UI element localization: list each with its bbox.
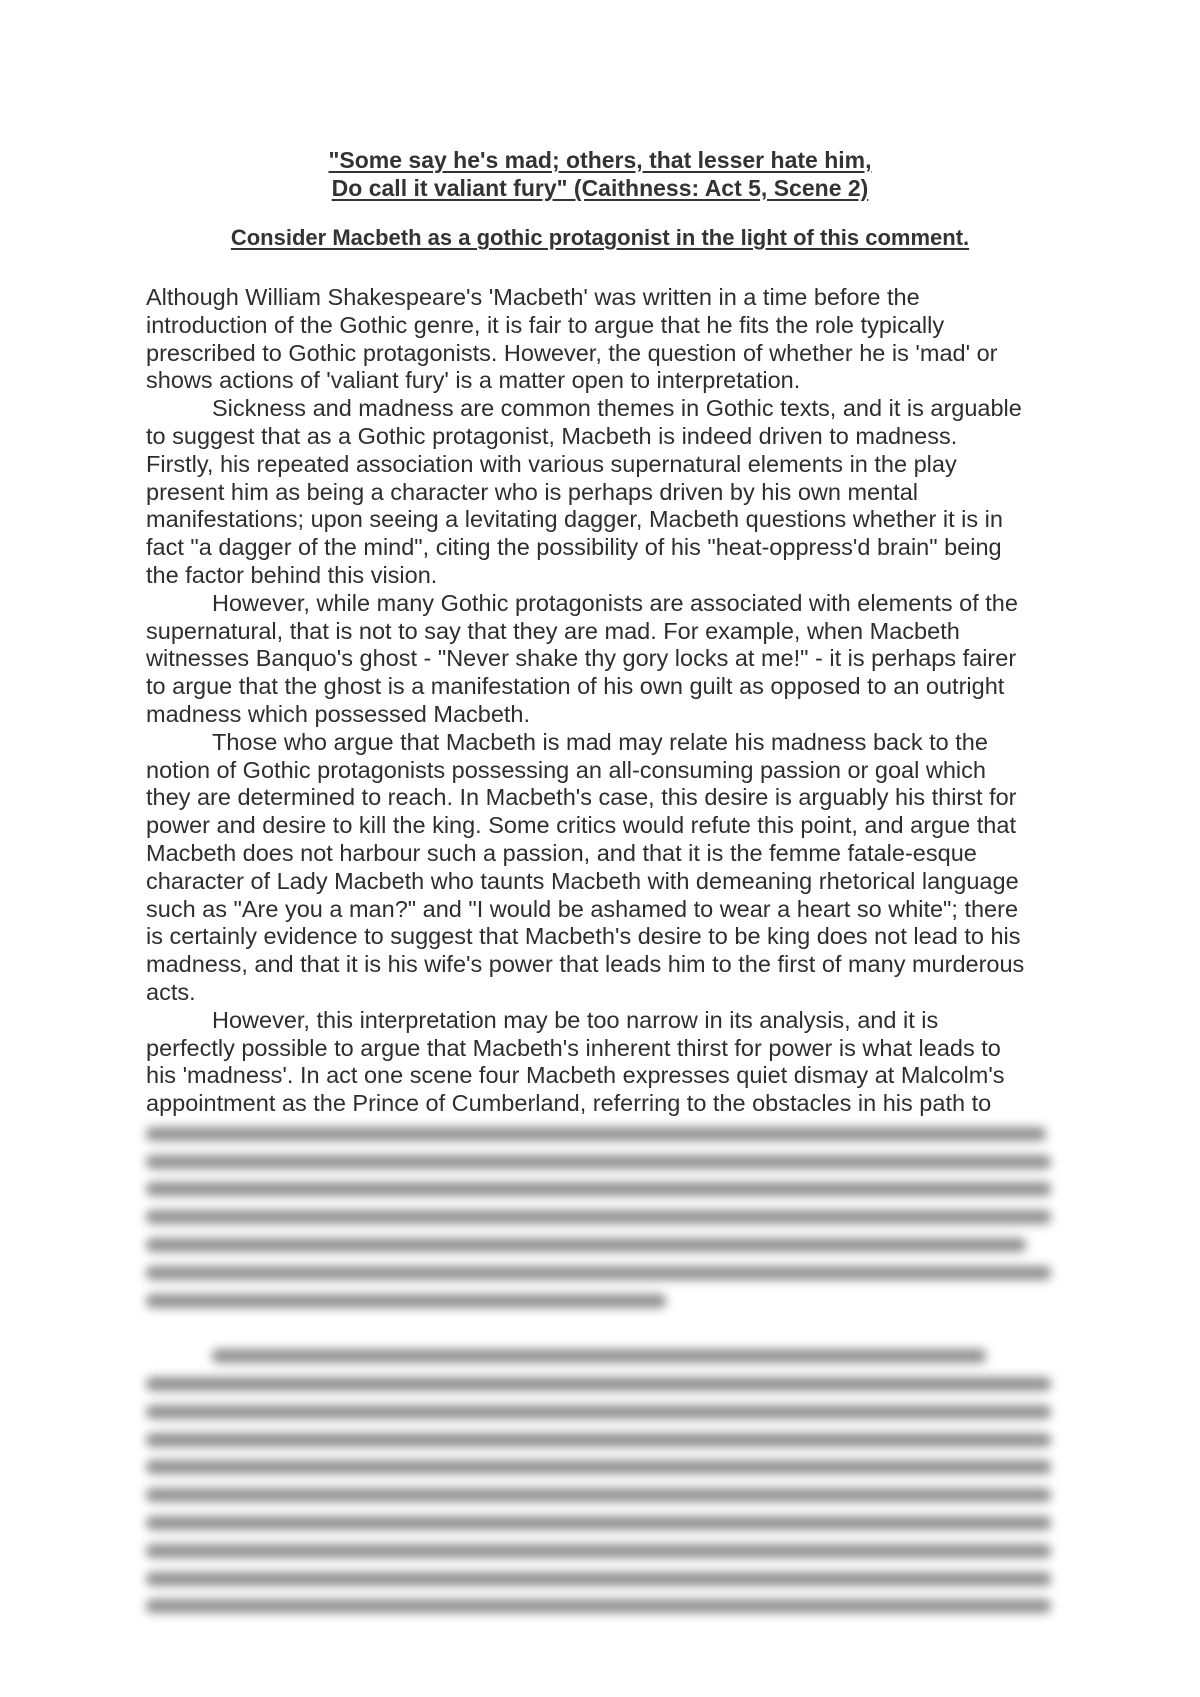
title-line-2: Do call it valiant fury" (Caithness: Act 5, Scene 2) bbox=[331, 175, 869, 201]
blurred-line bbox=[146, 1509, 1066, 1537]
blurred-line bbox=[146, 1481, 1066, 1509]
essay-line: the factor behind this vision. bbox=[146, 561, 438, 588]
blurred-line bbox=[146, 1593, 1066, 1621]
essay-line: madness which possessed Macbeth. bbox=[146, 700, 531, 727]
essay-line: such as "Are you a man?" and "I would be ashamed to wear a heart so white"; there bbox=[146, 895, 1019, 922]
blurred-line bbox=[146, 1203, 1066, 1231]
essay-line: However, while many Gothic protagonists are associated with elements of the bbox=[212, 589, 1018, 616]
blurred-line bbox=[146, 1398, 1066, 1426]
essay-line: fact "a dagger of the mind", citing the possibility of his "heat-oppress'd brain" being bbox=[146, 534, 1002, 561]
essay-line: perfectly possible to argue that Macbeth's inherent thirst for power is what leads to bbox=[146, 1034, 1001, 1061]
essay-line: witnesses Banquo's ghost - "Never shake thy gory locks at me!" - it is perhaps fairer bbox=[146, 645, 1017, 672]
essay-line: to suggest that as a Gothic protagonist, Macbeth is indeed driven to madness. bbox=[146, 422, 958, 449]
essay-line: to argue that the ghost is a manifestation of his own guilt as opposed to an outright bbox=[146, 673, 1005, 700]
title-block bbox=[0, 146, 1200, 252]
blurred-line bbox=[146, 1148, 1066, 1176]
blurred-line bbox=[146, 1426, 1066, 1454]
essay-line: his 'madness'. In act one scene four Macbeth expresses quiet dismay at Malcolm's bbox=[146, 1062, 1005, 1089]
blurred-line bbox=[146, 1342, 1066, 1370]
blurred-text-bar bbox=[146, 1516, 1051, 1530]
essay-line: Macbeth does not harbour such a passion, and that it is the femme fatale-esque bbox=[146, 839, 977, 866]
blurred-text-bar bbox=[146, 1266, 1051, 1280]
essay-line: Sickness and madness are common themes in Gothic texts, and it is arguable bbox=[212, 395, 1022, 422]
title-line-1: "Some say he's mad; others, that lesser hate him, bbox=[328, 147, 872, 173]
blurred-text-bar bbox=[212, 1349, 986, 1363]
essay-line: acts. bbox=[146, 978, 196, 1005]
blurred-line bbox=[146, 1120, 1066, 1148]
essay-line: Although William Shakespeare's 'Macbeth' was written in a time before the bbox=[146, 284, 920, 310]
essay-line: character of Lady Macbeth who taunts Macbeth with demeaning rhetorical language bbox=[146, 867, 1019, 894]
blurred-line bbox=[146, 1565, 1066, 1593]
blurred-line bbox=[146, 1537, 1066, 1565]
essay-body bbox=[146, 284, 1066, 1118]
essay-line: introduction of the Gothic genre, it is fair to argue that he fits the role typically bbox=[146, 311, 945, 338]
blurred-line bbox=[146, 1176, 1066, 1204]
essay-line: prescribed to Gothic protagonists. However, the question of whether he is 'mad' or bbox=[146, 339, 998, 366]
blurred-line bbox=[146, 1370, 1066, 1398]
essay-line: power and desire to kill the king. Some critics would refute this point, and argue that bbox=[146, 812, 1016, 839]
essay-line: appointment as the Prince of Cumberland, referring to the obstacles in his path to bbox=[146, 1090, 992, 1117]
blurred-text-bar bbox=[146, 1210, 1051, 1224]
blurred-text-bar bbox=[146, 1572, 1051, 1586]
blurred-text-bar bbox=[146, 1599, 1051, 1613]
blurred-line bbox=[146, 1231, 1066, 1259]
blurred-text-bar bbox=[146, 1182, 1051, 1196]
essay-line: is certainly evidence to suggest that Macbeth's desire to be king does not lead to his bbox=[146, 923, 1021, 950]
blurred-text-bar bbox=[146, 1405, 1051, 1419]
essay-question: Consider Macbeth as a gothic protagonist in the light of this comment. bbox=[230, 225, 970, 250]
blurred-line bbox=[146, 1454, 1066, 1482]
blurred-text-bar bbox=[146, 1155, 1051, 1169]
essay-line: notion of Gothic protagonists possessing an all-consuming passion or goal which bbox=[146, 756, 986, 783]
essay-line: they are determined to reach. In Macbeth's case, this desire is arguably his thirst for bbox=[146, 784, 1017, 811]
essay-line: present him as being a character who is perhaps driven by his own mental bbox=[146, 478, 918, 505]
blurred-line bbox=[146, 1315, 1066, 1343]
blurred-line bbox=[146, 1259, 1066, 1287]
blurred-text-bar bbox=[146, 1460, 1051, 1474]
essay-line: shows actions of 'valiant fury' is a matter open to interpretation. bbox=[146, 367, 801, 394]
essay-line: However, this interpretation may be too narrow in its analysis, and it is bbox=[212, 1006, 939, 1033]
blurred-text-bar bbox=[146, 1127, 1046, 1141]
blurred-text-bar bbox=[146, 1294, 666, 1308]
essay-line: manifestations; upon seeing a levitating dagger, Macbeth questions whether it is in bbox=[146, 506, 1003, 533]
blurred-text-bar bbox=[146, 1433, 1051, 1447]
essay-line: Those who argue that Macbeth is mad may relate his madness back to the bbox=[212, 728, 988, 755]
blurred-line bbox=[146, 1287, 1066, 1315]
essay-line: Firstly, his repeated association with various supernatural elements in the play bbox=[146, 450, 957, 477]
blurred-text-bar bbox=[146, 1488, 1051, 1502]
essay-line: supernatural, that is not to say that they are mad. For example, when Macbeth bbox=[146, 617, 960, 644]
essay-line: madness, and that it is his wife's power that leads him to the first of many murderous bbox=[146, 951, 1025, 978]
blurred-text-bar bbox=[146, 1238, 1026, 1252]
blurred-preview-text bbox=[146, 1120, 1066, 1620]
blurred-text-bar bbox=[146, 1377, 1051, 1391]
blurred-text-bar bbox=[146, 1544, 1051, 1558]
